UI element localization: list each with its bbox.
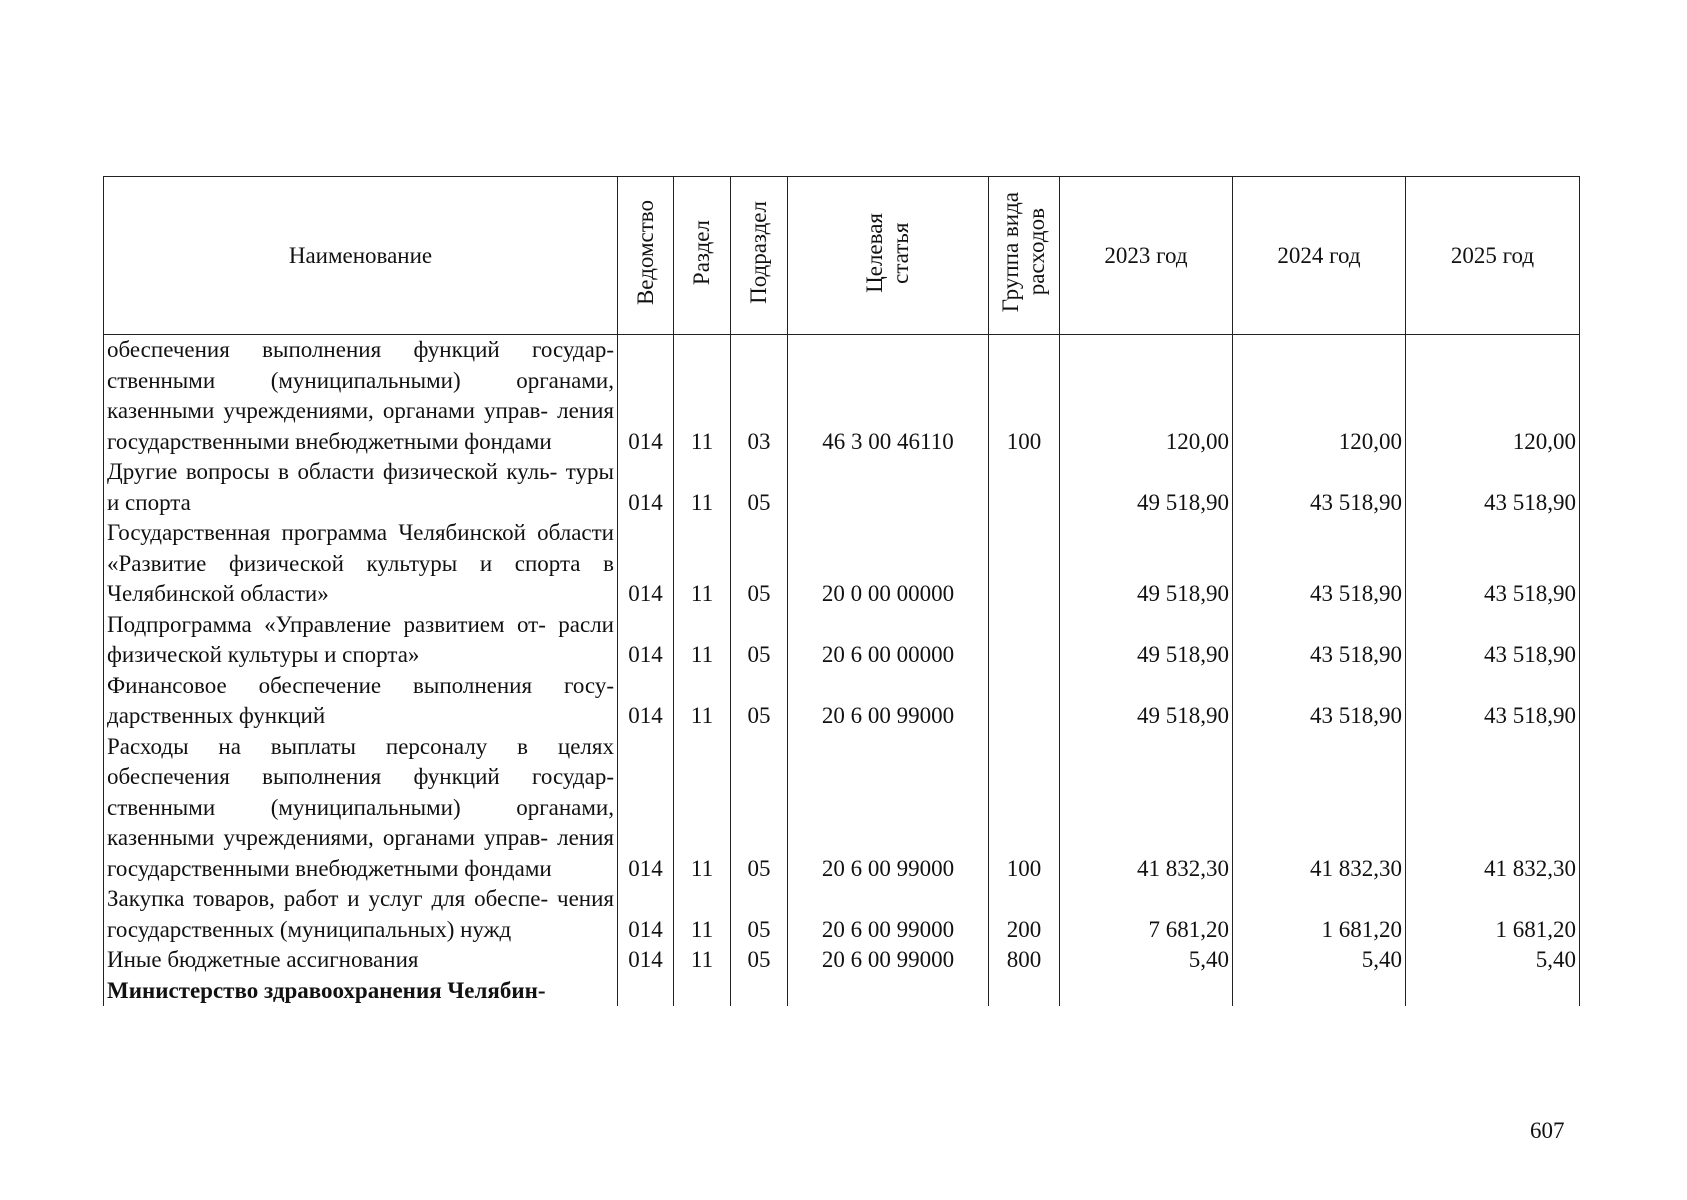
- row-target: 20 6 00 99000: [788, 732, 989, 885]
- table-row: [104, 610, 1580, 671]
- table-row: [104, 945, 1580, 976]
- row-dept: 014: [618, 518, 674, 610]
- row-section: [674, 976, 731, 1007]
- row-group: [989, 610, 1060, 671]
- row-section: 11: [674, 945, 731, 976]
- row-section: 11: [674, 335, 731, 458]
- row-2025: 5,40: [1406, 945, 1580, 976]
- row-2023: 7 681,20: [1060, 884, 1233, 945]
- header-group: Группа вида расходов: [989, 177, 1060, 335]
- header-subsection: Подраздел: [731, 177, 788, 335]
- row-target: 20 6 00 99000: [788, 671, 989, 732]
- table-row: [104, 457, 1580, 518]
- row-section: 11: [674, 732, 731, 885]
- row-subsection: [731, 976, 788, 1007]
- row-dept: 014: [618, 457, 674, 518]
- row-2023: 41 832,30: [1060, 732, 1233, 885]
- row-target: [788, 457, 989, 518]
- row-subsection: 05: [731, 518, 788, 610]
- row-dept: 014: [618, 732, 674, 885]
- row-subsection: 05: [731, 945, 788, 976]
- row-section: 11: [674, 457, 731, 518]
- row-group: [989, 518, 1060, 610]
- row-group: [989, 671, 1060, 732]
- table-row: [104, 976, 1580, 1007]
- row-2024: 43 518,90: [1233, 457, 1406, 518]
- row-2025: 43 518,90: [1406, 518, 1580, 610]
- row-name: Закупка товаров, работ и услуг для обеспе- чения государственных (муниципальных) нужд: [104, 884, 618, 945]
- row-name: Финансовое обеспечение выполнения госу- дарственных функций: [104, 671, 618, 732]
- row-2024: 43 518,90: [1233, 610, 1406, 671]
- row-2024: [1233, 976, 1406, 1007]
- row-subsection: 05: [731, 610, 788, 671]
- row-name: Иные бюджетные ассигнования: [104, 945, 618, 976]
- row-section: 11: [674, 518, 731, 610]
- row-subsection: 05: [731, 671, 788, 732]
- row-2023: 49 518,90: [1060, 671, 1233, 732]
- row-2025: 120,00: [1406, 335, 1580, 458]
- table-row: [104, 671, 1580, 732]
- row-group: 100: [989, 335, 1060, 458]
- row-group: 100: [989, 732, 1060, 885]
- header-dept: Ведомство: [618, 177, 674, 335]
- row-2025: 43 518,90: [1406, 457, 1580, 518]
- row-dept: 014: [618, 884, 674, 945]
- row-target: 46 3 00 46110: [788, 335, 989, 458]
- row-2023: 49 518,90: [1060, 610, 1233, 671]
- row-target: 20 0 00 00000: [788, 518, 989, 610]
- row-group: [989, 976, 1060, 1007]
- row-name: Министерство здравоохранения Челябин-: [104, 976, 618, 1007]
- row-subsection: 05: [731, 884, 788, 945]
- row-2025: 41 832,30: [1406, 732, 1580, 885]
- row-group: 800: [989, 945, 1060, 976]
- row-2024: 43 518,90: [1233, 518, 1406, 610]
- row-group: 200: [989, 884, 1060, 945]
- header-row: [104, 177, 1580, 335]
- row-section: 11: [674, 884, 731, 945]
- row-2023: 49 518,90: [1060, 457, 1233, 518]
- table-row: [104, 335, 1580, 458]
- header-section: Раздел: [674, 177, 731, 335]
- row-2025: 43 518,90: [1406, 671, 1580, 732]
- row-2024: 5,40: [1233, 945, 1406, 976]
- row-name: Расходы на выплаты персоналу в целях обеспечения выполнения функций государ- ственными (муниципальными) органами, казенными учреждениями, органами управ- ления государственными внебюджетными фондами: [104, 732, 618, 885]
- row-target: 20 6 00 00000: [788, 610, 989, 671]
- header-2025: 2025 год: [1406, 177, 1580, 335]
- row-name: Другие вопросы в области физической куль- туры и спорта: [104, 457, 618, 518]
- budget-sheet: [103, 176, 1579, 1101]
- row-2025: [1406, 976, 1580, 1007]
- row-2025: 43 518,90: [1406, 610, 1580, 671]
- row-dept: [618, 976, 674, 1007]
- header-name: Наименование: [104, 177, 618, 335]
- budget-table: [103, 176, 1580, 1006]
- row-target: 20 6 00 99000: [788, 945, 989, 976]
- row-target: [788, 976, 989, 1007]
- table-row: [104, 732, 1580, 885]
- row-subsection: 05: [731, 732, 788, 885]
- table-row: [104, 884, 1580, 945]
- row-subsection: 05: [731, 457, 788, 518]
- row-section: 11: [674, 671, 731, 732]
- page-number: 607: [1530, 1118, 1565, 1143]
- row-dept: 014: [618, 335, 674, 458]
- row-2023: [1060, 976, 1233, 1007]
- row-name: обеспечения выполнения функций государ- ственными (муниципальными) органами, казенными учреждениями, органами управ- ления государственными внебюджетными фондами: [104, 335, 618, 458]
- row-dept: 014: [618, 671, 674, 732]
- header-2023: 2023 год: [1060, 177, 1233, 335]
- row-group: [989, 457, 1060, 518]
- header-target: Целевая статья: [788, 177, 989, 335]
- row-2024: 120,00: [1233, 335, 1406, 458]
- row-2023: 49 518,90: [1060, 518, 1233, 610]
- row-subsection: 03: [731, 335, 788, 458]
- table-row: [104, 518, 1580, 610]
- row-2023: 5,40: [1060, 945, 1233, 976]
- row-2023: 120,00: [1060, 335, 1233, 458]
- row-name: Подпрограмма «Управление развитием от- расли физической культуры и спорта»: [104, 610, 618, 671]
- row-2024: 41 832,30: [1233, 732, 1406, 885]
- row-2025: 1 681,20: [1406, 884, 1580, 945]
- row-2024: 43 518,90: [1233, 671, 1406, 732]
- row-section: 11: [674, 610, 731, 671]
- row-name: Государственная программа Челябинской области «Развитие физической культуры и спорта в Челябинской области»: [104, 518, 618, 610]
- row-dept: 014: [618, 610, 674, 671]
- row-target: 20 6 00 99000: [788, 884, 989, 945]
- row-2024: 1 681,20: [1233, 884, 1406, 945]
- row-dept: 014: [618, 945, 674, 976]
- header-2024: 2024 год: [1233, 177, 1406, 335]
